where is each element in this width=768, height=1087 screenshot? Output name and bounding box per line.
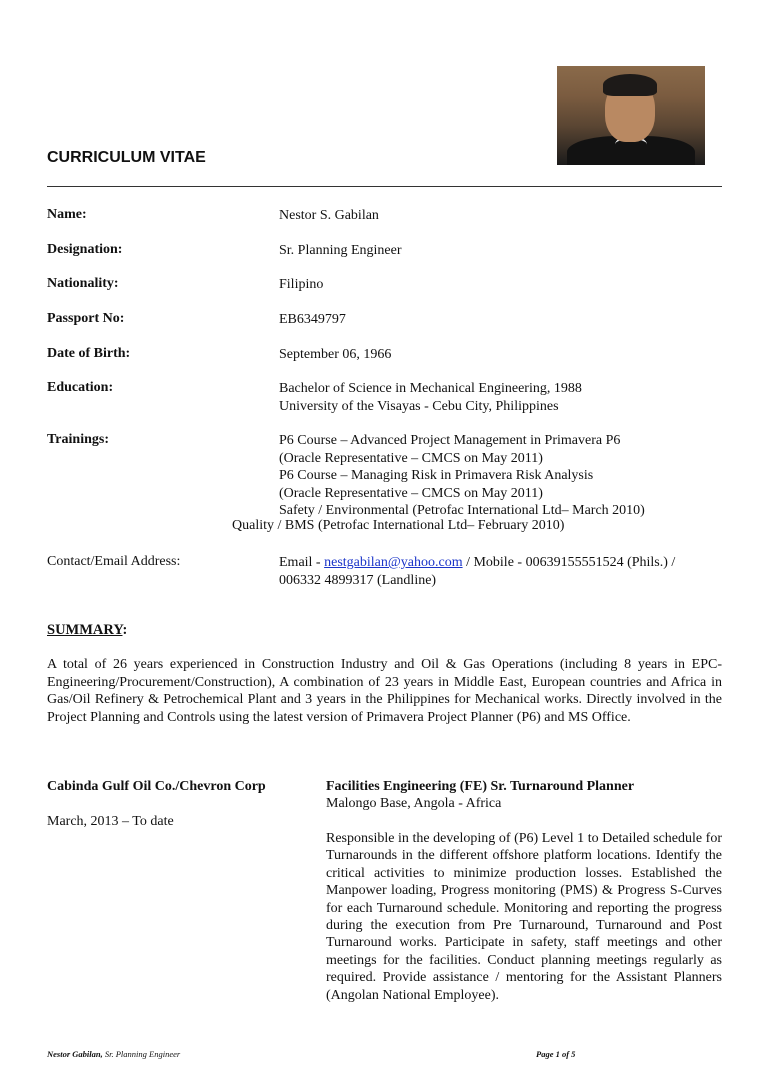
photo-hair xyxy=(603,74,657,96)
document-title: CURRICULUM VITAE xyxy=(47,149,206,166)
passport-label: Passport No: xyxy=(47,311,125,326)
training-line-quality: Quality / BMS (Petrofac International Ltd– February 2010) xyxy=(232,518,565,533)
education-degree: Bachelor of Science in Mechanical Engineering, 1988 xyxy=(279,381,582,396)
passport-value: EB6349797 xyxy=(279,312,346,327)
training-line: P6 Course – Managing Risk in Primavera Risk Analysis xyxy=(279,468,594,483)
email-prefix: Email - xyxy=(279,555,325,570)
experience-location: Malongo Base, Angola - Africa xyxy=(326,796,502,811)
footer-author xyxy=(47,1049,180,1059)
training-line: Safety / Environmental (Petrofac International Ltd– March 2010) xyxy=(279,503,645,518)
designation-value: Sr. Planning Engineer xyxy=(279,243,402,258)
footer-name: Nestor Gabilan, xyxy=(47,1049,103,1059)
education-label: Education: xyxy=(47,380,114,395)
name-label: Name: xyxy=(47,207,87,222)
training-line: P6 Course – Advanced Project Management in Primavera P6 xyxy=(279,433,621,448)
title-divider xyxy=(47,186,722,187)
landline-number: 006332 4899317 (Landline) xyxy=(279,572,437,588)
contact-value xyxy=(279,554,675,589)
summary-heading-text: SUMMARY xyxy=(47,622,123,638)
contact-label: Contact/Email Address: xyxy=(47,554,181,569)
experience-position: Facilities Engineering (FE) Sr. Turnaround Planner xyxy=(326,779,635,794)
nationality-label: Nationality: xyxy=(47,276,119,291)
page-number: Page 1 of 5 xyxy=(536,1049,576,1059)
experience-company: Cabinda Gulf Oil Co./Chevron Corp xyxy=(47,779,266,794)
mobile-number: / Mobile - 00639155551524 (Phils.) / xyxy=(462,555,676,570)
education-value xyxy=(279,380,582,415)
email-link[interactable]: nestgabilan@yahoo.com xyxy=(324,555,463,570)
designation-label: Designation: xyxy=(47,242,123,257)
trainings-value xyxy=(279,432,645,520)
education-school: University of the Visayas - Cebu City, Philippines xyxy=(279,398,559,414)
contact-line-email xyxy=(279,554,675,572)
dob-value: September 06, 1966 xyxy=(279,347,392,362)
name-value: Nestor S. Gabilan xyxy=(279,208,379,223)
dob-label: Date of Birth: xyxy=(47,346,131,361)
experience-description: Responsible in the developing of (P6) Level 1 to Detailed schedule for Turnarounds in the different offshore platform locations. Identify the critical activities to minimize production losses. Established the Manpower loading, Progress monitoring (PMS) & Progress S-Curves for each Turnaround schedule. Monitoring and reporting the progress during the execution from Pre Turnaround, Turnaround and Post Turnaround works. Participate in safety, staff meetings and other meetings for the facilities. Conduct planning meetings regularly as required. Provide assistance / mentoring for the Assistant Planners (Angolan National Employee). xyxy=(326,831,722,1003)
summary-text: A total of 26 years experienced in Construction Industry and Oil & Gas Operations (including 8 years in EPC- Engineering/Procurement/Construction), A combination of 23 years in Middle East, European countries and Africa in Gas/Oil Refinery & Petrochemical Plant and 3 years in the Philippines for Mechanical works. Directly involved in the Project Planning and Controls using the latest version of Primavera Project Planner (P6) and MS Office. xyxy=(47,657,722,725)
training-line: (Oracle Representative – CMCS on May 2011) xyxy=(279,450,543,466)
footer-role: Sr. Planning Engineer xyxy=(102,1049,181,1059)
experience-period: March, 2013 – To date xyxy=(47,814,174,829)
summary-heading-colon: : xyxy=(122,622,128,638)
summary-heading xyxy=(47,622,127,639)
profile-photo xyxy=(557,66,705,165)
training-line: (Oracle Representative – CMCS on May 2011) xyxy=(279,485,543,501)
nationality-value: Filipino xyxy=(279,277,324,292)
trainings-label: Trainings: xyxy=(47,432,109,447)
